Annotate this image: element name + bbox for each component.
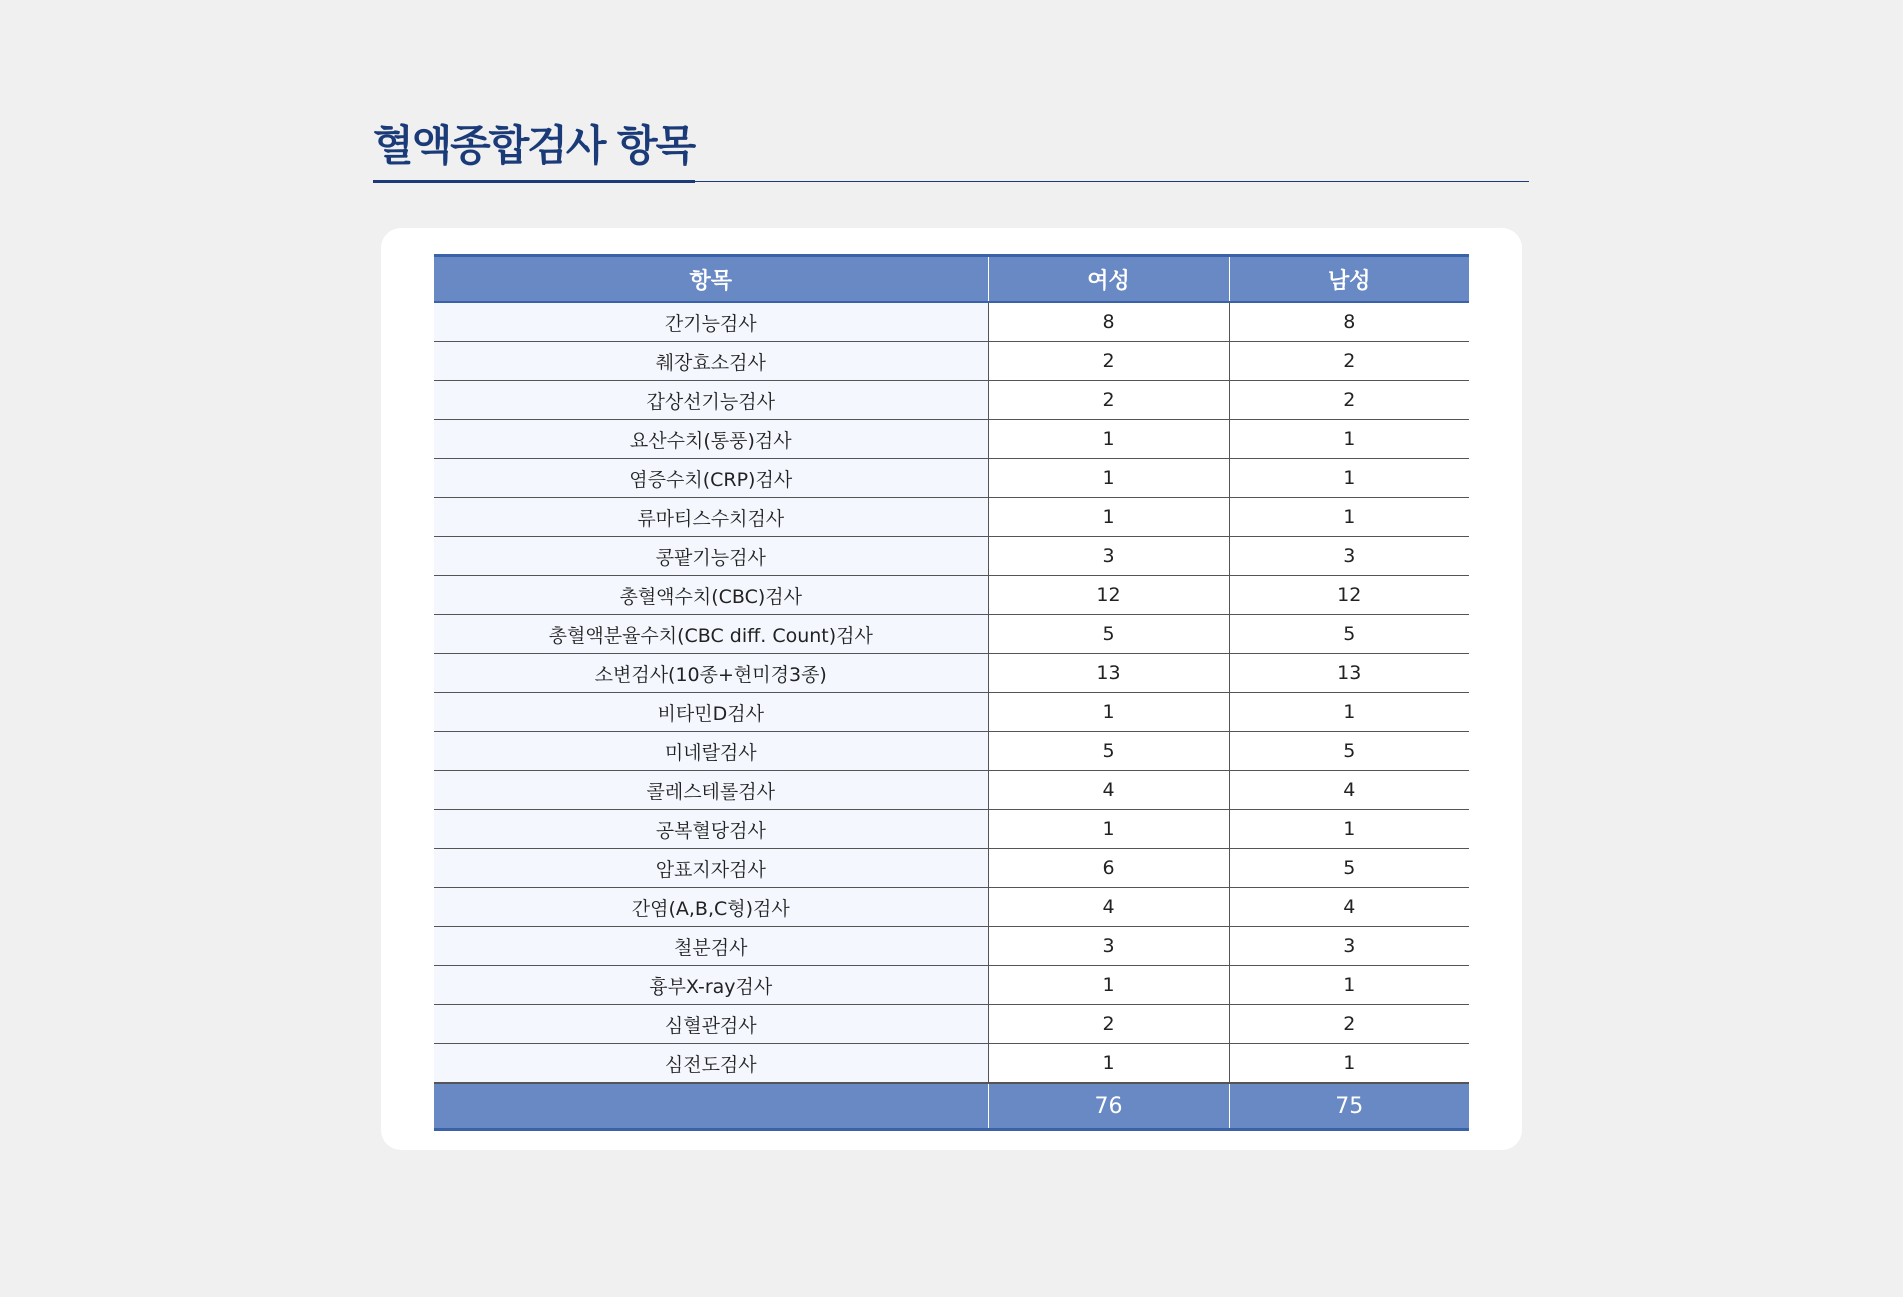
male-count: 8 — [1229, 302, 1469, 342]
female-count: 2 — [988, 342, 1229, 381]
item-name: 비타민D검사 — [434, 693, 988, 732]
header-male: 남성 — [1229, 256, 1469, 303]
table-row — [434, 654, 1469, 693]
table-row — [434, 420, 1469, 459]
male-count: 3 — [1229, 927, 1469, 966]
table-row — [434, 1044, 1469, 1084]
female-count: 3 — [988, 537, 1229, 576]
item-name: 염증수치(CRP)검사 — [434, 459, 988, 498]
table-row — [434, 615, 1469, 654]
item-name: 심전도검사 — [434, 1044, 988, 1084]
item-name: 암표지자검사 — [434, 849, 988, 888]
male-count: 2 — [1229, 1005, 1469, 1044]
table-row — [434, 966, 1469, 1005]
female-count: 1 — [988, 498, 1229, 537]
table-row — [434, 771, 1469, 810]
female-count: 1 — [988, 1044, 1229, 1084]
table-row — [434, 302, 1469, 342]
female-count: 8 — [988, 302, 1229, 342]
female-count: 1 — [988, 693, 1229, 732]
item-name: 미네랄검사 — [434, 732, 988, 771]
male-count: 1 — [1229, 420, 1469, 459]
male-count: 2 — [1229, 342, 1469, 381]
item-name: 흉부X-ray검사 — [434, 966, 988, 1005]
total-female: 76 — [988, 1083, 1229, 1130]
female-count: 3 — [988, 927, 1229, 966]
table-row — [434, 810, 1469, 849]
item-name: 요산수치(통풍)검사 — [434, 420, 988, 459]
header-female: 여성 — [988, 256, 1229, 303]
table-row — [434, 576, 1469, 615]
item-name: 콩팥기능검사 — [434, 537, 988, 576]
item-name: 류마티스수치검사 — [434, 498, 988, 537]
female-count: 1 — [988, 810, 1229, 849]
table-row — [434, 498, 1469, 537]
item-name: 콜레스테롤검사 — [434, 771, 988, 810]
female-count: 1 — [988, 459, 1229, 498]
male-count: 5 — [1229, 732, 1469, 771]
item-name: 총혈액분율수치(CBC diff. Count)검사 — [434, 615, 988, 654]
table-row — [434, 459, 1469, 498]
male-count: 1 — [1229, 693, 1469, 732]
blood-test-table — [434, 254, 1469, 1131]
female-count: 5 — [988, 732, 1229, 771]
table-header-row — [434, 256, 1469, 303]
female-count: 5 — [988, 615, 1229, 654]
table-row — [434, 342, 1469, 381]
item-name: 갑상선기능검사 — [434, 381, 988, 420]
table-row — [434, 849, 1469, 888]
female-count: 1 — [988, 420, 1229, 459]
female-count: 1 — [988, 966, 1229, 1005]
table-row — [434, 1005, 1469, 1044]
header-item: 항목 — [434, 256, 988, 303]
table-row — [434, 693, 1469, 732]
male-count: 4 — [1229, 771, 1469, 810]
male-count: 13 — [1229, 654, 1469, 693]
female-count: 2 — [988, 381, 1229, 420]
table-row — [434, 537, 1469, 576]
item-name: 철분검사 — [434, 927, 988, 966]
total-male: 75 — [1229, 1083, 1469, 1130]
male-count: 1 — [1229, 1044, 1469, 1084]
female-count: 2 — [988, 1005, 1229, 1044]
item-name: 총혈액수치(CBC)검사 — [434, 576, 988, 615]
male-count: 2 — [1229, 381, 1469, 420]
title-underline — [373, 180, 695, 183]
total-row — [434, 1083, 1469, 1130]
male-count: 12 — [1229, 576, 1469, 615]
male-count: 1 — [1229, 966, 1469, 1005]
female-count: 13 — [988, 654, 1229, 693]
male-count: 1 — [1229, 459, 1469, 498]
male-count: 5 — [1229, 849, 1469, 888]
male-count: 4 — [1229, 888, 1469, 927]
female-count: 4 — [988, 771, 1229, 810]
table-row — [434, 888, 1469, 927]
male-count: 3 — [1229, 537, 1469, 576]
table-row — [434, 381, 1469, 420]
table-row — [434, 927, 1469, 966]
item-name: 심혈관검사 — [434, 1005, 988, 1044]
table-row — [434, 732, 1469, 771]
male-count: 5 — [1229, 615, 1469, 654]
female-count: 6 — [988, 849, 1229, 888]
female-count: 4 — [988, 888, 1229, 927]
item-name: 간기능검사 — [434, 302, 988, 342]
male-count: 1 — [1229, 810, 1469, 849]
item-name: 췌장효소검사 — [434, 342, 988, 381]
page-title: 혈액종합검사 항목 — [373, 121, 695, 170]
total-label — [434, 1083, 988, 1130]
female-count: 12 — [988, 576, 1229, 615]
item-name: 소변검사(10종+현미경3종) — [434, 654, 988, 693]
male-count: 1 — [1229, 498, 1469, 537]
item-name: 간염(A,B,C형)검사 — [434, 888, 988, 927]
item-name: 공복혈당검사 — [434, 810, 988, 849]
